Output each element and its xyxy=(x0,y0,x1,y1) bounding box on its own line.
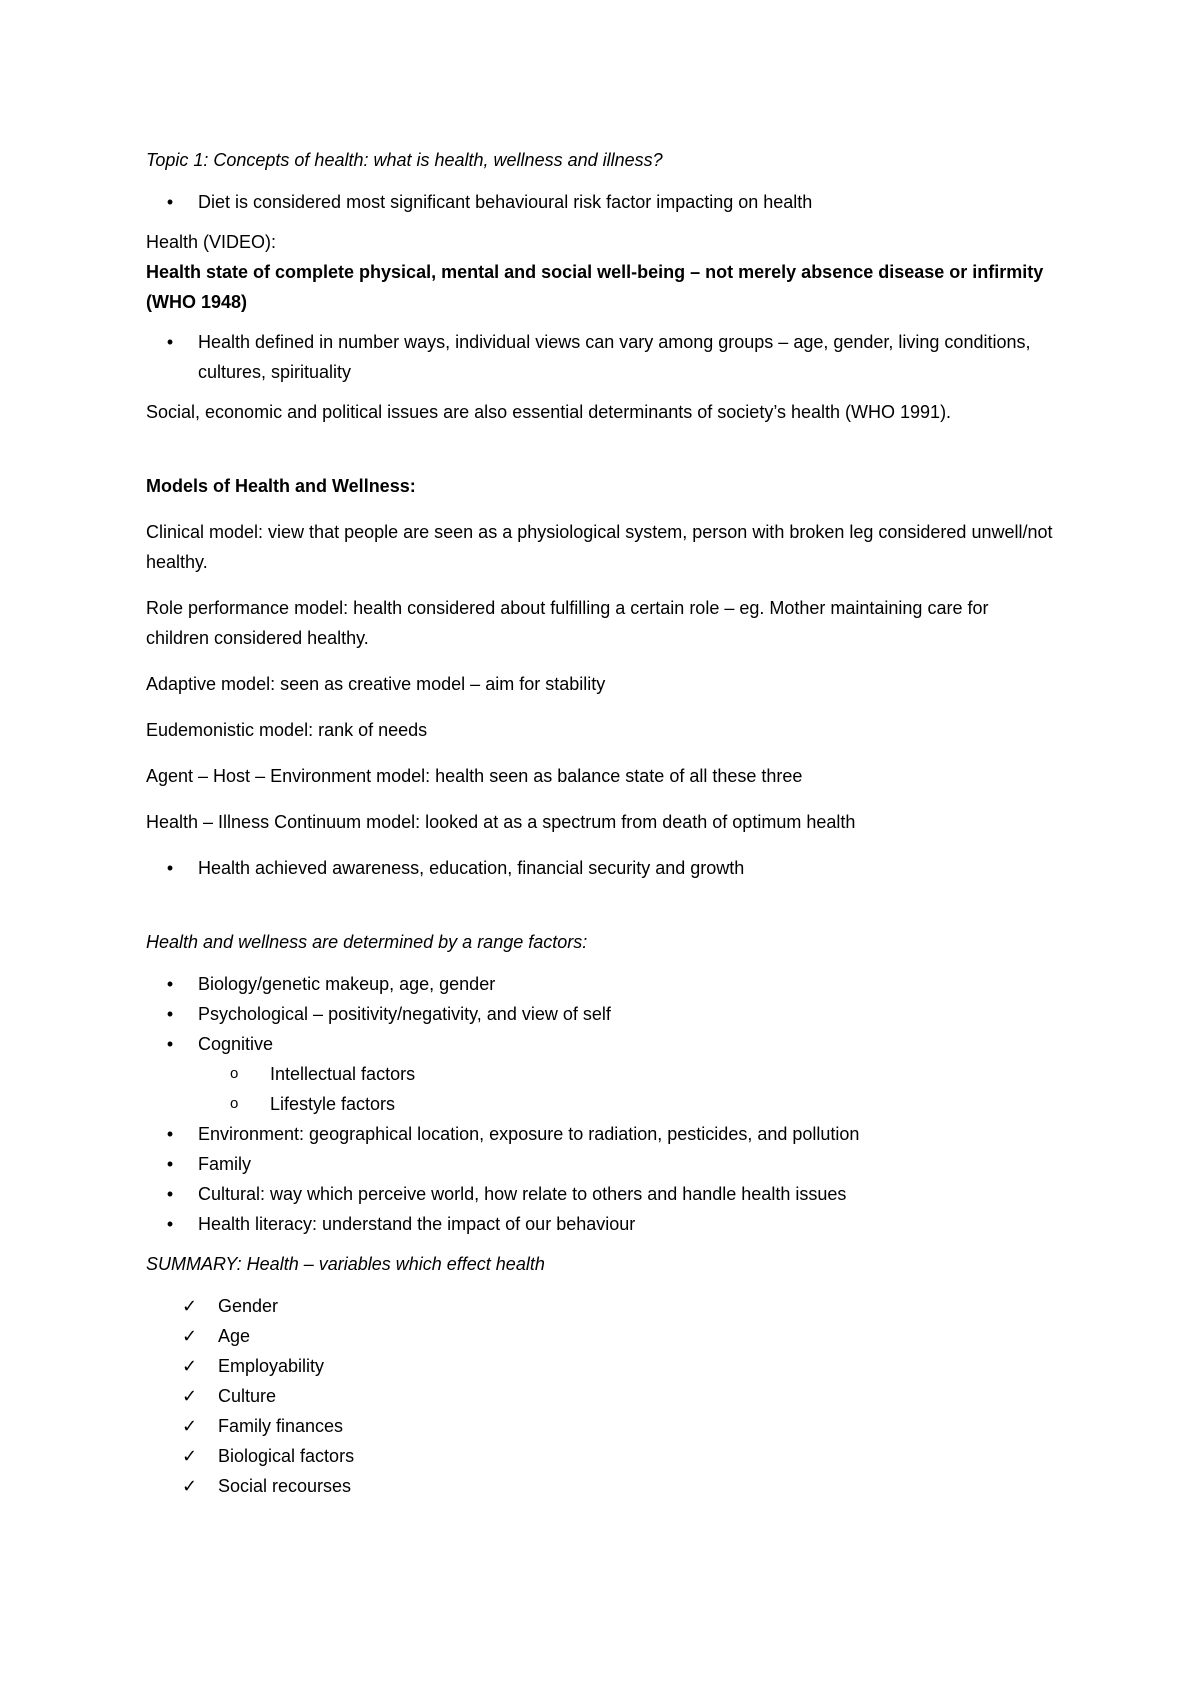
factors-bullet-list xyxy=(146,969,1056,1239)
intro-bullet-list xyxy=(146,187,1056,217)
list-item xyxy=(146,1209,1056,1239)
bullet-icon: • xyxy=(166,1124,174,1144)
circle-bullet-icon: o xyxy=(230,1065,239,1082)
factor-cognitive: Cognitive xyxy=(198,1034,274,1054)
list-item xyxy=(146,1411,1056,1441)
summary-item: Social recourses xyxy=(218,1476,352,1496)
model-health-illness-continuum: Health – Illness Continuum model: looked at as a spectrum from death of optimum health xyxy=(146,812,856,832)
health-video-label: Health (VIDEO): xyxy=(146,232,277,252)
check-icon: ✓ xyxy=(182,1446,198,1466)
list-item xyxy=(146,1029,1056,1119)
check-icon: ✓ xyxy=(182,1386,198,1406)
bullet-icon: • xyxy=(166,1184,174,1204)
who-definition: Health state of complete physical, mental and social well-being – not merely absence disease or infirmity (WHO 1948) xyxy=(146,262,1044,312)
factor-health-literacy: Health literacy: understand the impact of our behaviour xyxy=(198,1214,636,1234)
list-item xyxy=(146,1321,1056,1351)
list-item xyxy=(146,969,1056,999)
list-item xyxy=(146,1149,1056,1179)
check-icon: ✓ xyxy=(182,1356,198,1376)
cognitive-lifestyle: Lifestyle factors xyxy=(270,1094,396,1114)
list-item xyxy=(146,1381,1056,1411)
bullet-icon: • xyxy=(166,1214,174,1234)
summary-item: Culture xyxy=(218,1386,277,1406)
list-item xyxy=(146,1471,1056,1501)
summary-item: Family finances xyxy=(218,1416,344,1436)
continuum-bullet-list xyxy=(146,853,1056,883)
list-item xyxy=(146,1059,1056,1089)
definition-bullet-list xyxy=(146,327,1056,387)
bullet-icon: • xyxy=(166,858,174,878)
list-item xyxy=(146,327,1056,387)
factor-family: Family xyxy=(198,1154,251,1174)
list-item xyxy=(146,1119,1056,1149)
list-item xyxy=(146,1179,1056,1209)
list-item xyxy=(146,1089,1056,1119)
bullet-icon: • xyxy=(166,332,174,352)
list-item xyxy=(146,187,1056,217)
factors-heading: Health and wellness are determined by a range factors: xyxy=(146,932,588,952)
check-icon: ✓ xyxy=(182,1296,198,1316)
model-eudemonistic: Eudemonistic model: rank of needs xyxy=(146,720,428,740)
summary-item: Age xyxy=(218,1326,251,1346)
check-icon: ✓ xyxy=(182,1416,198,1436)
list-item xyxy=(146,999,1056,1029)
social-economic-text: Social, economic and political issues are also essential determinants of society’s health (WHO 1991). xyxy=(146,402,952,422)
circle-bullet-icon: o xyxy=(230,1095,239,1112)
bullet-icon: • xyxy=(166,1034,174,1054)
continuum-bullet-text: Health achieved awareness, education, financial security and growth xyxy=(198,858,745,878)
model-agent-host-environment: Agent – Host – Environment model: health seen as balance state of all these three xyxy=(146,766,803,786)
bullet-icon: • xyxy=(166,192,174,212)
models-heading: Models of Health and Wellness: xyxy=(146,476,416,496)
defined-bullet-text: Health defined in number ways, individual views can vary among groups – age, gender, living conditions, cultures, spirituality xyxy=(198,332,1031,382)
summary-check-list xyxy=(146,1291,1056,1501)
factor-biology: Biology/genetic makeup, age, gender xyxy=(198,974,496,994)
model-clinical: Clinical model: view that people are seen as a physiological system, person with broken leg considered unwell/not healthy. xyxy=(146,522,1053,572)
summary-item: Biological factors xyxy=(218,1446,355,1466)
summary-item: Gender xyxy=(218,1296,279,1316)
factor-psychological: Psychological – positivity/negativity, and view of self xyxy=(198,1004,611,1024)
list-item xyxy=(146,853,1056,883)
list-item xyxy=(146,1291,1056,1321)
summary-heading: SUMMARY: Health – variables which effect health xyxy=(146,1254,545,1274)
check-icon: ✓ xyxy=(182,1326,198,1346)
bullet-icon: • xyxy=(166,1154,174,1174)
model-role-performance: Role performance model: health considered about fulfilling a certain role – eg. Mother maintaining care for children considered healthy. xyxy=(146,598,989,648)
summary-item: Employability xyxy=(218,1356,325,1376)
factor-cultural: Cultural: way which perceive world, how relate to others and handle health issues xyxy=(198,1184,847,1204)
topic-title: Topic 1: Concepts of health: what is health, wellness and illness? xyxy=(146,150,663,170)
model-adaptive: Adaptive model: seen as creative model – aim for stability xyxy=(146,674,606,694)
bullet-icon: • xyxy=(166,974,174,994)
cognitive-sub-list xyxy=(198,1059,1056,1119)
list-item xyxy=(146,1441,1056,1471)
diet-bullet-text: Diet is considered most significant behavioural risk factor impacting on health xyxy=(198,192,813,212)
check-icon: ✓ xyxy=(182,1476,198,1496)
bullet-icon: • xyxy=(166,1004,174,1024)
list-item xyxy=(146,1351,1056,1381)
cognitive-intellectual: Intellectual factors xyxy=(270,1064,416,1084)
factor-environment: Environment: geographical location, exposure to radiation, pesticides, and pollution xyxy=(198,1124,860,1144)
document-content xyxy=(146,145,1056,1501)
